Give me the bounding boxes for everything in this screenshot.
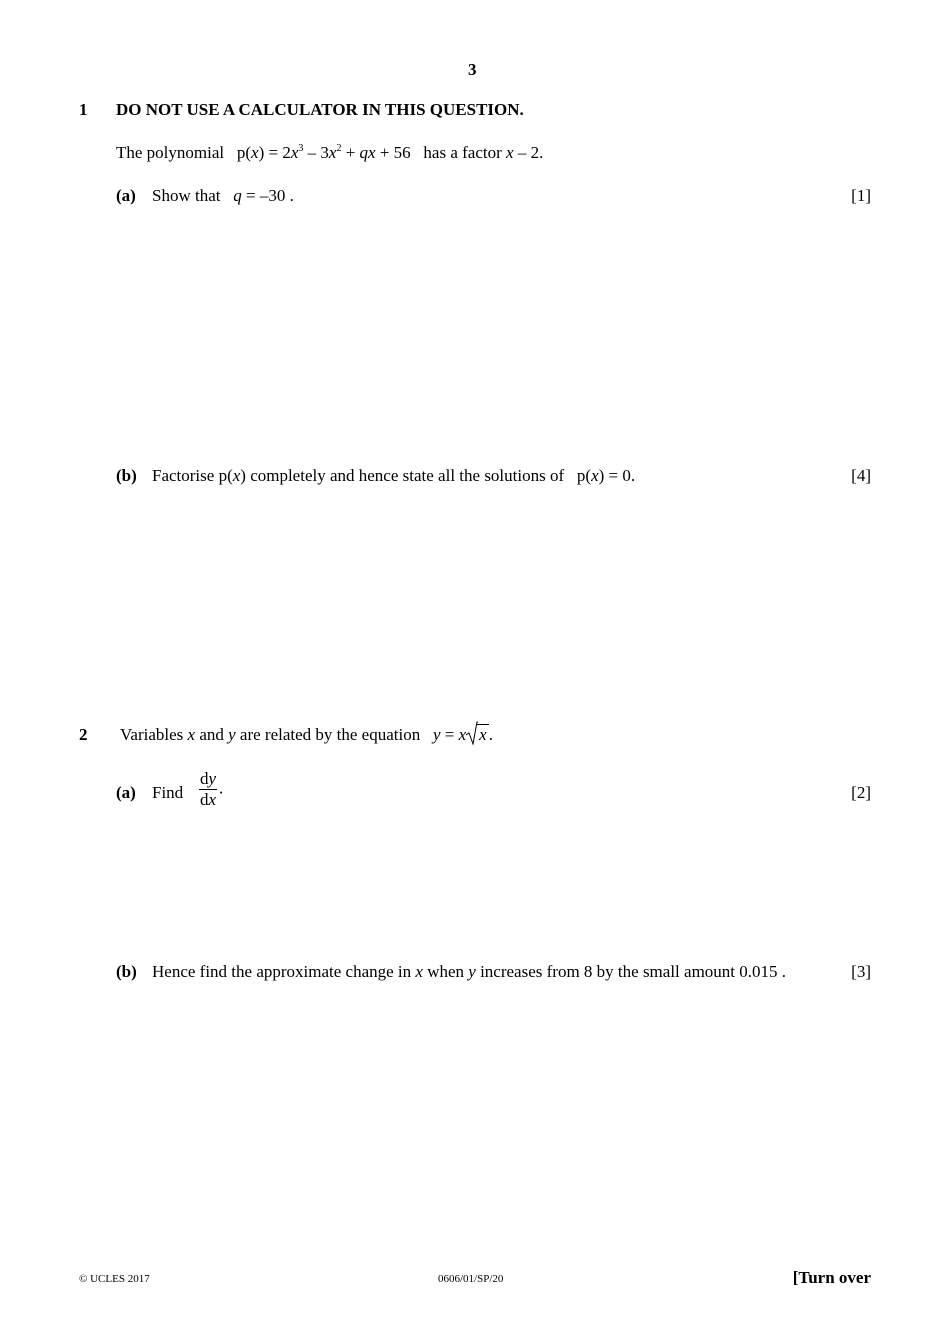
radical-icon: [466, 721, 478, 745]
question-2a-find: Find: [152, 783, 184, 802]
footer-paper-code: 0606/01/SP/20: [438, 1273, 504, 1285]
question-2b-marks: [3]: [851, 962, 871, 981]
question-1a-marks: [1]: [851, 186, 871, 205]
question-2b-text: Hence find the approximate change in x when y increases from 8 by the small amount 0.015 .: [152, 962, 787, 981]
question-1a-text: Show that q = –30 .: [152, 186, 294, 205]
question-1-stem: The polynomial $p(x) = 2x^3 - 3x^2$ + qx + 56 has a factor x – 2.: [116, 143, 544, 162]
question-1b-label: (b): [116, 466, 137, 485]
question-1-number: 1: [79, 100, 88, 119]
footer-turn-over: [Turn over: [792, 1268, 871, 1287]
square-root-sign: x: [466, 725, 489, 745]
question-2-stem: Variables x and y are related by the equation y = x x .: [120, 725, 493, 745]
question-1-instruction: DO NOT USE A CALCULATOR IN THIS QUESTION.: [116, 100, 524, 119]
question-1b-marks: [4]: [851, 466, 871, 485]
question-2b-label: (b): [116, 962, 137, 981]
page-number: 3: [468, 60, 477, 79]
footer-copyright: © UCLES 2017: [79, 1273, 150, 1285]
question-2-number: 2: [79, 725, 88, 744]
question-1b-text: Factorise p(x) completely and hence state all the solutions of p(x) = 0.: [152, 466, 636, 485]
derivative-fraction: $\frac{dy}{dx}$ .: [200, 769, 224, 809]
question-2a-label: (a): [116, 783, 136, 802]
question-1a-label: (a): [116, 186, 136, 205]
question-2a-marks: [2]: [851, 783, 871, 802]
